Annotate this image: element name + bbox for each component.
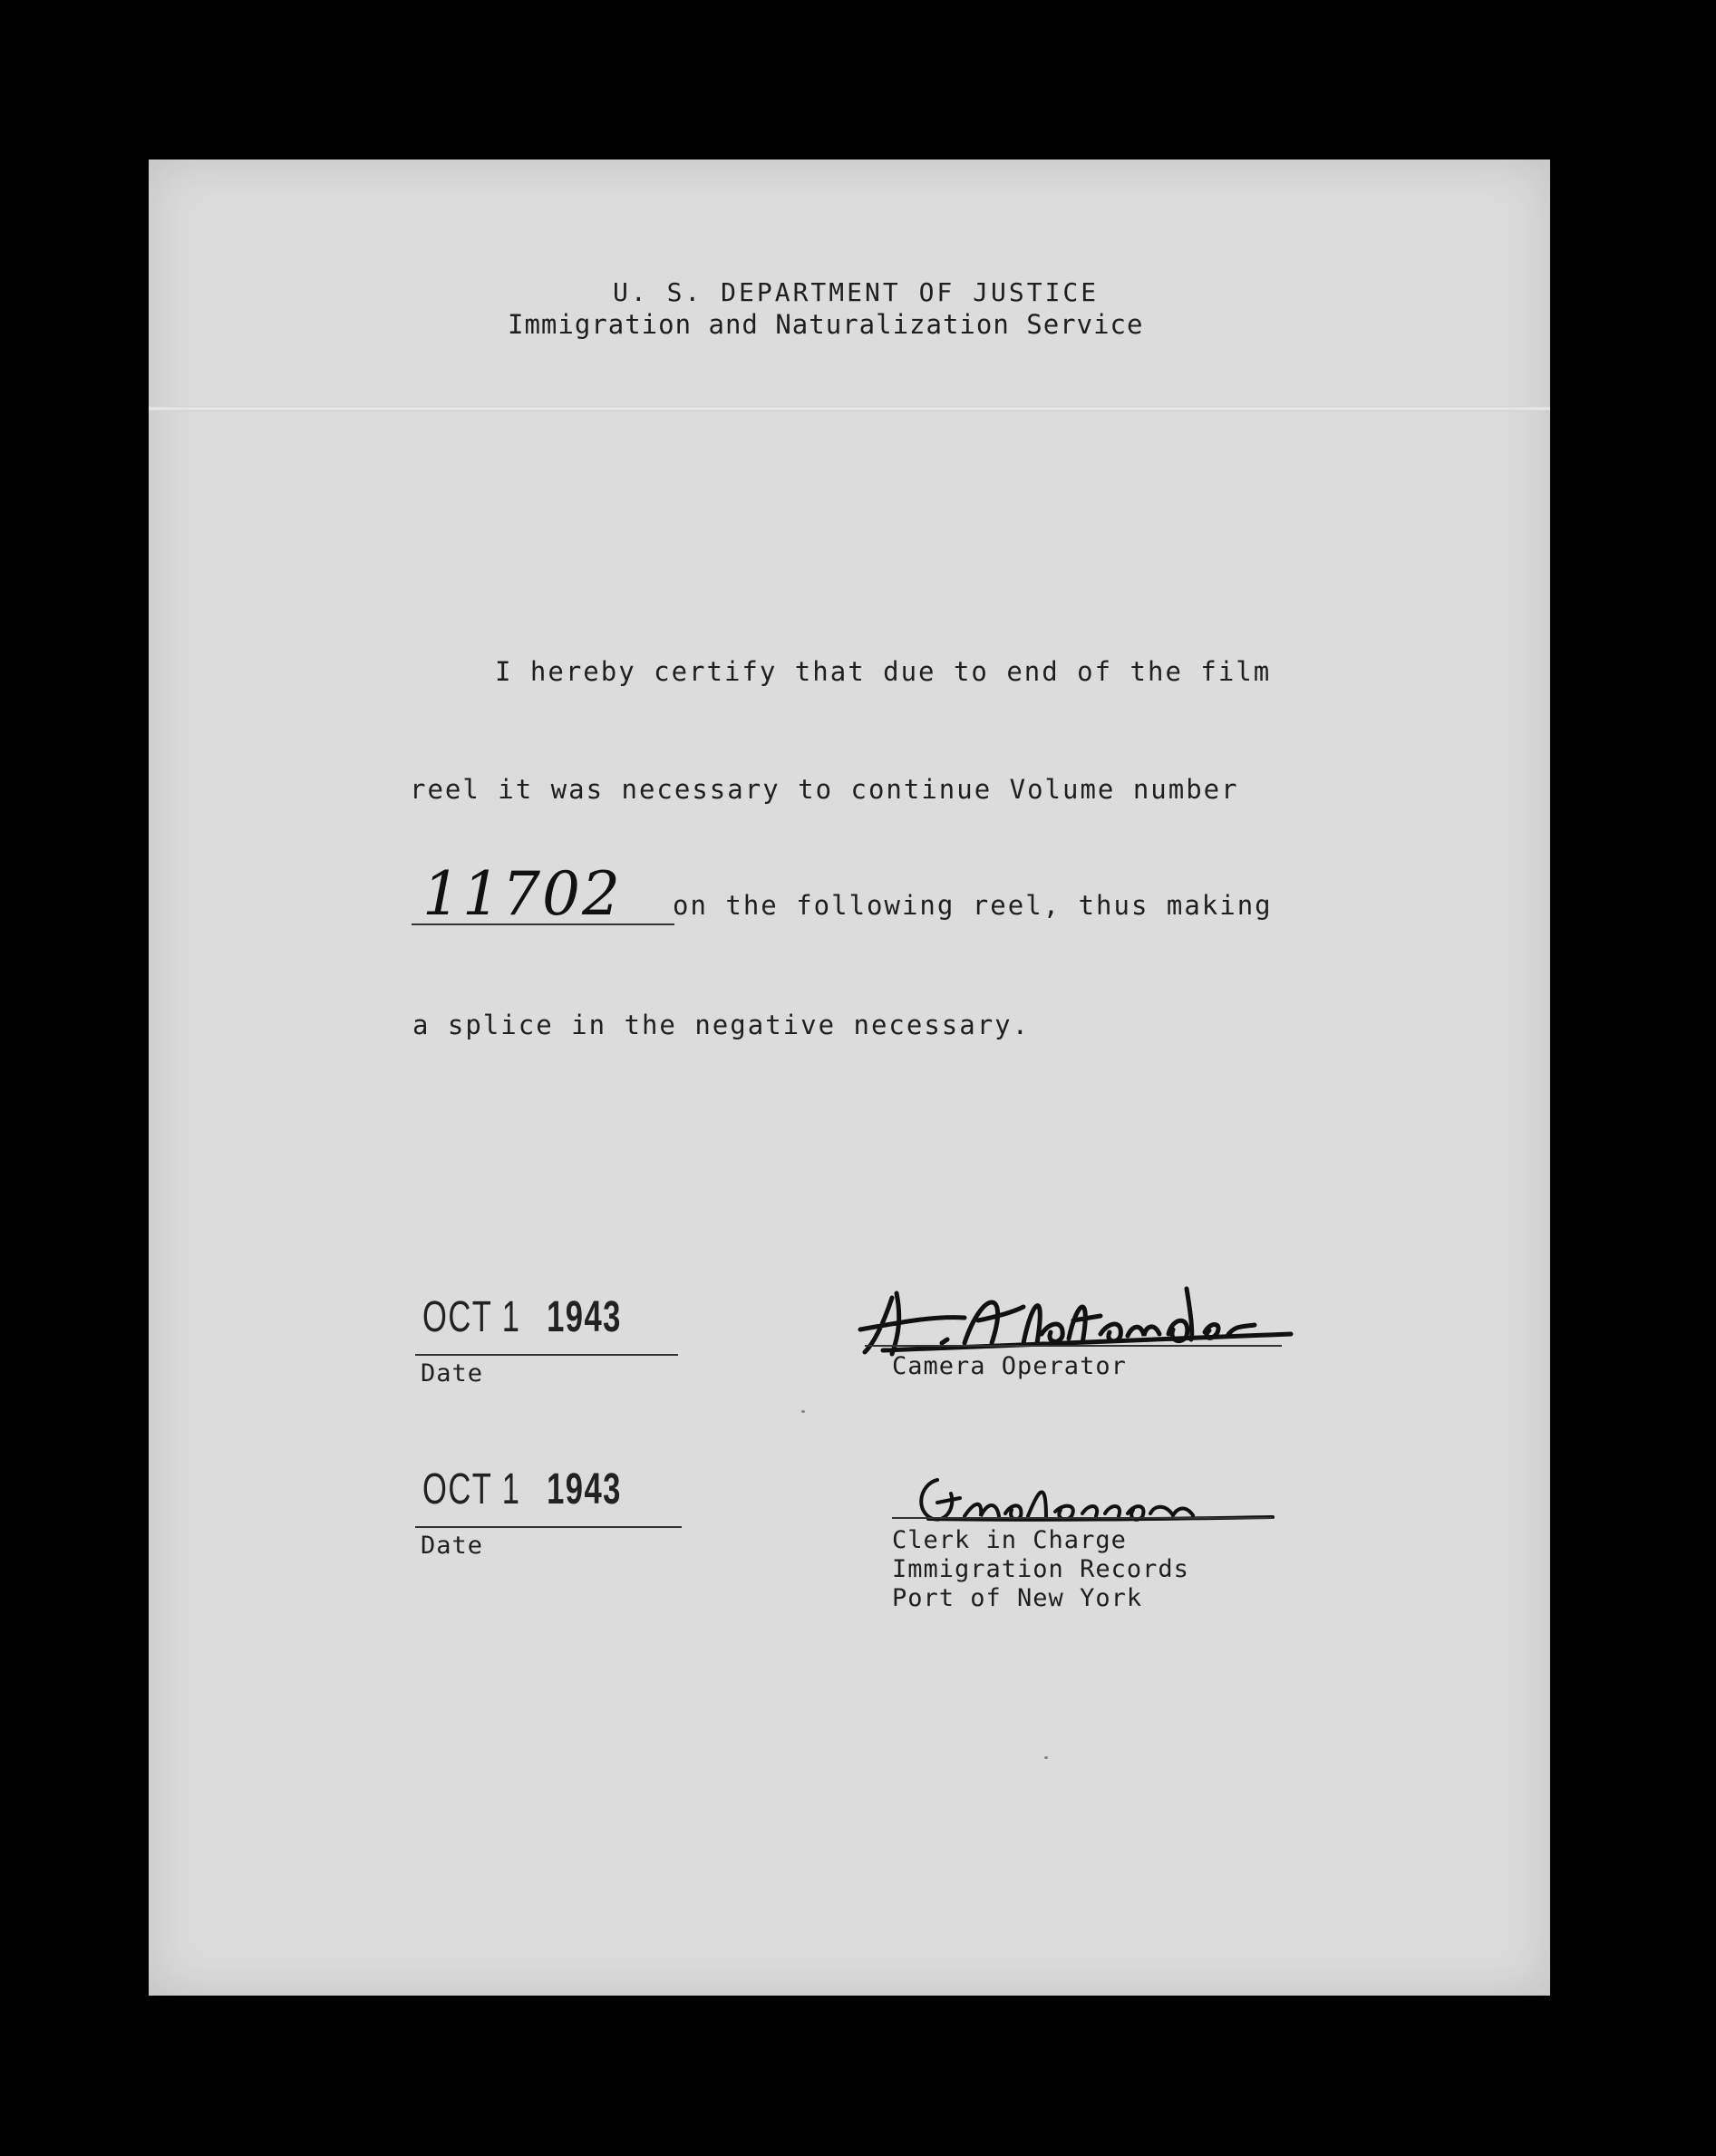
- volume-number-underline: [412, 923, 674, 925]
- camera-operator-line: [865, 1345, 1282, 1347]
- document-page: [149, 160, 1550, 1996]
- paper-speck: [1044, 1756, 1048, 1759]
- date-stamp-1-year: 1943: [547, 1293, 622, 1341]
- body-line-4: a splice in the negative necessary.: [412, 1010, 1031, 1040]
- header-service: Immigration and Naturalization Service: [508, 309, 1144, 340]
- date-stamp-2-month: OCT 1: [422, 1465, 521, 1513]
- camera-operator-signature: [856, 1280, 1300, 1361]
- date-stamp-2-year: 1943: [547, 1465, 622, 1513]
- clerk-label-line-3: Port of New York: [892, 1584, 1143, 1612]
- body-line-3: on the following reel, thus making: [673, 890, 1273, 921]
- date-1-line: [415, 1354, 678, 1356]
- date-stamp-1: [422, 1292, 622, 1342]
- body-line-2: reel it was necessary to continue Volume number: [410, 774, 1239, 805]
- clerk-signature: [910, 1466, 1282, 1530]
- date-2-label: Date: [421, 1532, 484, 1560]
- header-department: U. S. DEPARTMENT OF JUSTICE: [613, 277, 1100, 307]
- clerk-label-line-2: Immigration Records: [892, 1555, 1189, 1583]
- paper-speck: [801, 1410, 805, 1413]
- date-2-line: [415, 1526, 682, 1528]
- date-stamp-2: [422, 1465, 622, 1514]
- camera-operator-label: Camera Operator: [892, 1352, 1127, 1380]
- paper-crease: [149, 406, 1550, 411]
- body-line-1: I hereby certify that due to end of the film: [495, 656, 1272, 687]
- clerk-signature-line: [892, 1517, 1273, 1519]
- date-stamp-1-month: OCT 1: [422, 1293, 521, 1341]
- date-1-label: Date: [421, 1359, 484, 1387]
- clerk-label-line-1: Clerk in Charge: [892, 1526, 1127, 1554]
- volume-number: 11702: [422, 859, 622, 929]
